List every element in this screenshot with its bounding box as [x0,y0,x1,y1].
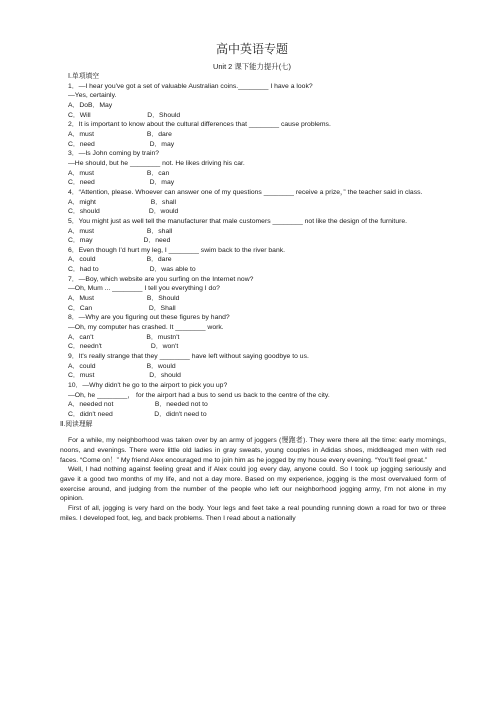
answer-options: A．must B．dare [68,130,172,138]
answer-options: C．may D．need [68,237,171,245]
answer-options: A．must B．can [68,169,170,177]
answer-options: A．Must B．Should [68,295,180,303]
answer-options: C．Will D．Should [68,111,181,119]
dialogue-line: —Yes, certainly. [68,92,117,100]
dialogue-line: —Oh, he ________， for the airport had a bus to send us back to the centre of the city. [68,391,330,399]
question-stem: 4．“Attention, please. Whoever can answer one of my questions ________ receive a prize，” the teacher said in class. [68,188,423,196]
answer-options: A．could B．would [68,362,176,370]
page-subtitle: Unit 2 课下能力提升(七) [212,62,292,71]
question-item [60,352,446,381]
question-item [60,120,446,149]
section-heading-multiple-choice: Ⅰ.单项填空 [68,73,100,80]
dialogue-line: —He should, but he ________ not. He likes driving his car. [68,159,245,167]
question-stem: 9．It's really strange that they ________ have left without saying goodbye to us. [68,353,309,361]
question-stem: 8．—Why are you figuring out these figures by hand? [68,314,230,322]
question-item [60,381,446,420]
question-item [60,217,446,246]
answer-options: A．needed not B．needed not to [68,401,208,409]
answer-options: A．DoB．May [68,101,113,109]
answer-options: A．must B．shall [68,227,173,235]
question-stem: 6．Even though I'd hurt my leg, I ________ swim back to the river bank. [68,246,286,254]
answer-options: C．needn't D．won't [68,343,179,351]
question-stem: 2．It is important to know about the cultural differences that ________ cause problems. [68,121,331,129]
passage-paragraph: First of all, jogging is very hard on the body. Your legs and feet take a real pounding running down a road for two or three miles. I developed foot, leg, and back problems. Then I read about a nationally [60,504,446,522]
page-title: 高中英语专题 [215,42,288,56]
dialogue-line: —Oh, Mum ... ________ I tell you everything I do? [68,285,220,293]
answer-options: A．might B．shall [68,198,177,206]
passage-paragraph: Well, I had nothing against feeling great and if Alex could jog every day, anyone could. So I took up jogging seriously and gave it a good two months of my life, and not a day more. Based on my experience, jogging is the most overvalued form of exercise around, and judging from the number of the people who left our neighborhood jogging army, I'm not alone in my opinion. [60,466,446,503]
section-heading-reading: Ⅱ.阅读理解 [60,420,93,428]
answer-options: C．must D．should [68,372,181,380]
question-stem: 5．You might just as well tell the manufacturer that male customers ________ not like the design of the furniture. [68,217,408,225]
question-stem: 10．—Why didn't he go to the airport to pick you up? [68,382,228,389]
question-stem: 3．—Is John coming by train? [68,150,160,158]
answer-options: A．could B．dare [68,256,172,264]
question-list [60,82,446,420]
question-item [60,188,446,217]
dialogue-line: —Oh, my computer has crashed. It ________ work. [68,324,224,332]
question-stem: 1．—I hear you've got a set of valuable Australian coins.________ I have a look? [68,82,313,90]
question-stem: 7．—Boy, which website are you surfing on the Internet now? [68,275,254,283]
answer-options: C．should D．would [68,208,179,216]
answer-options: C．need D．may [68,140,175,148]
answer-options: C．need D．may [68,179,175,187]
question-item [60,275,446,314]
answer-options: A．can't B．mustn't [68,333,180,341]
answer-options: C．didn't need D．didn't need to [68,410,207,418]
answer-options: C．Can D．Shall [68,304,176,312]
question-item [60,82,446,121]
document-body [60,72,446,523]
answer-options: C．had to D．was able to [68,266,196,274]
passage-paragraph: For a while, my neighborhood was taken over by an army of joggers (慢跑者). They were there all the time: early mornings, noons, and evenings. There were little old ladies in gray sweats, young couples in Adidas shoes, middleaged men with red faces. “Come on！” My friend Alex encouraged me to join him as he jogged by my house every evening. “You'll feel great.” [60,437,446,464]
question-item [60,246,446,275]
reading-passage [60,436,446,523]
question-item [60,313,446,352]
question-item [60,149,446,188]
